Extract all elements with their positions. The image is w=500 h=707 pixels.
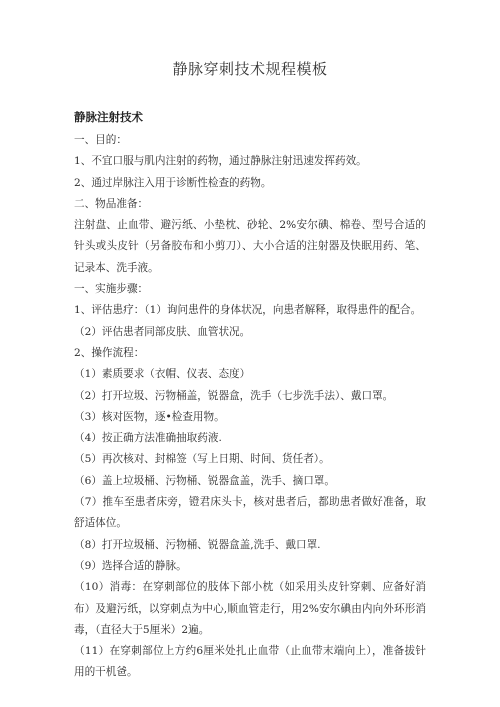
paragraph-materials-heading: 二、物品准备： [74, 197, 149, 210]
paragraph-steps-heading: 一、实施步骤： [74, 283, 149, 296]
paragraph-step-3: （3）核对医物，逐•检查用物。 [74, 410, 225, 423]
paragraph-step-5: （5）再次核对、封棉签（写上日期、时间、货任者）。 [74, 453, 330, 466]
paragraph-step-2: （2）打开垃圾、污物桶盖，锐器盒，洗手（七步洗手法）、戴口罩。 [74, 389, 394, 402]
section-heading: 静脉注射技术 [74, 110, 143, 124]
document-title: 静脉穿刺技术规程模板 [172, 60, 328, 78]
paragraph-procedure-heading: 2、操作流程： [74, 346, 145, 359]
paragraph-step-6: （6）盖上垃圾桶、污物桶、锐器盒盖，洗手、摘口罩。 [74, 474, 335, 487]
paragraph-step-1: （1）素质要求（衣帽、仪表、态度） [74, 368, 251, 381]
paragraph-step-8: （8）打开垃圾桶、污物桶、锐器盒盖,洗手、戴口罩. [74, 538, 321, 551]
paragraph-materials-list: 注射盘、止血带、避污纸、小垫枕、砂轮、2%安尔碘、棉卷、型号合适的针头或头皮针（另备胶布和小剪刀）、大小合适的注射器及快眠用药、笔、记录本、洗手液。 [74, 219, 426, 274]
paragraph-step-11: （11）在穿刺部位上方约6厘米处扎止血带（止血带末端向上），准备拔针用的干机爸。 [74, 645, 426, 679]
paragraph-step-9: （9）选择合适的静脉。 [74, 559, 187, 572]
document-body [74, 108, 426, 684]
paragraph-purpose-1: 1、不宜口服与肌内注射的药物，通过静脉注射迅速发挥药效。 [74, 155, 367, 168]
paragraph-assessment: 1、评估患疗：（1）询问患件的身体状况，向患者解释，取得患件的配合。 [74, 304, 422, 317]
paragraph-step-10: （10）消毒：在穿刺部位的肢体下部小枕（如采用头皮针穿刺、应备好消布）及避污纸，以穿刺点为中心,顺血管走行，用2%安尔碘由内向外环形消毒，（直径大于5厘米）2遍。 [74, 581, 426, 636]
paragraph-step-7: （7）推车至患者床旁，镫君床头卡，核对患者后，都助患者做好准备，取舒适体位。 [74, 496, 426, 530]
paragraph-purpose-2: 2、通过岸脉注入用于诊断性检查的药物。 [74, 176, 272, 189]
paragraph-purpose-heading: 一、目的： [74, 134, 127, 146]
paragraph-step-4: （4）按正确方法准确抽取药液. [74, 432, 222, 445]
paragraph-assessment-2: （2）评估患者同部皮肤、血管状况。 [74, 325, 251, 338]
